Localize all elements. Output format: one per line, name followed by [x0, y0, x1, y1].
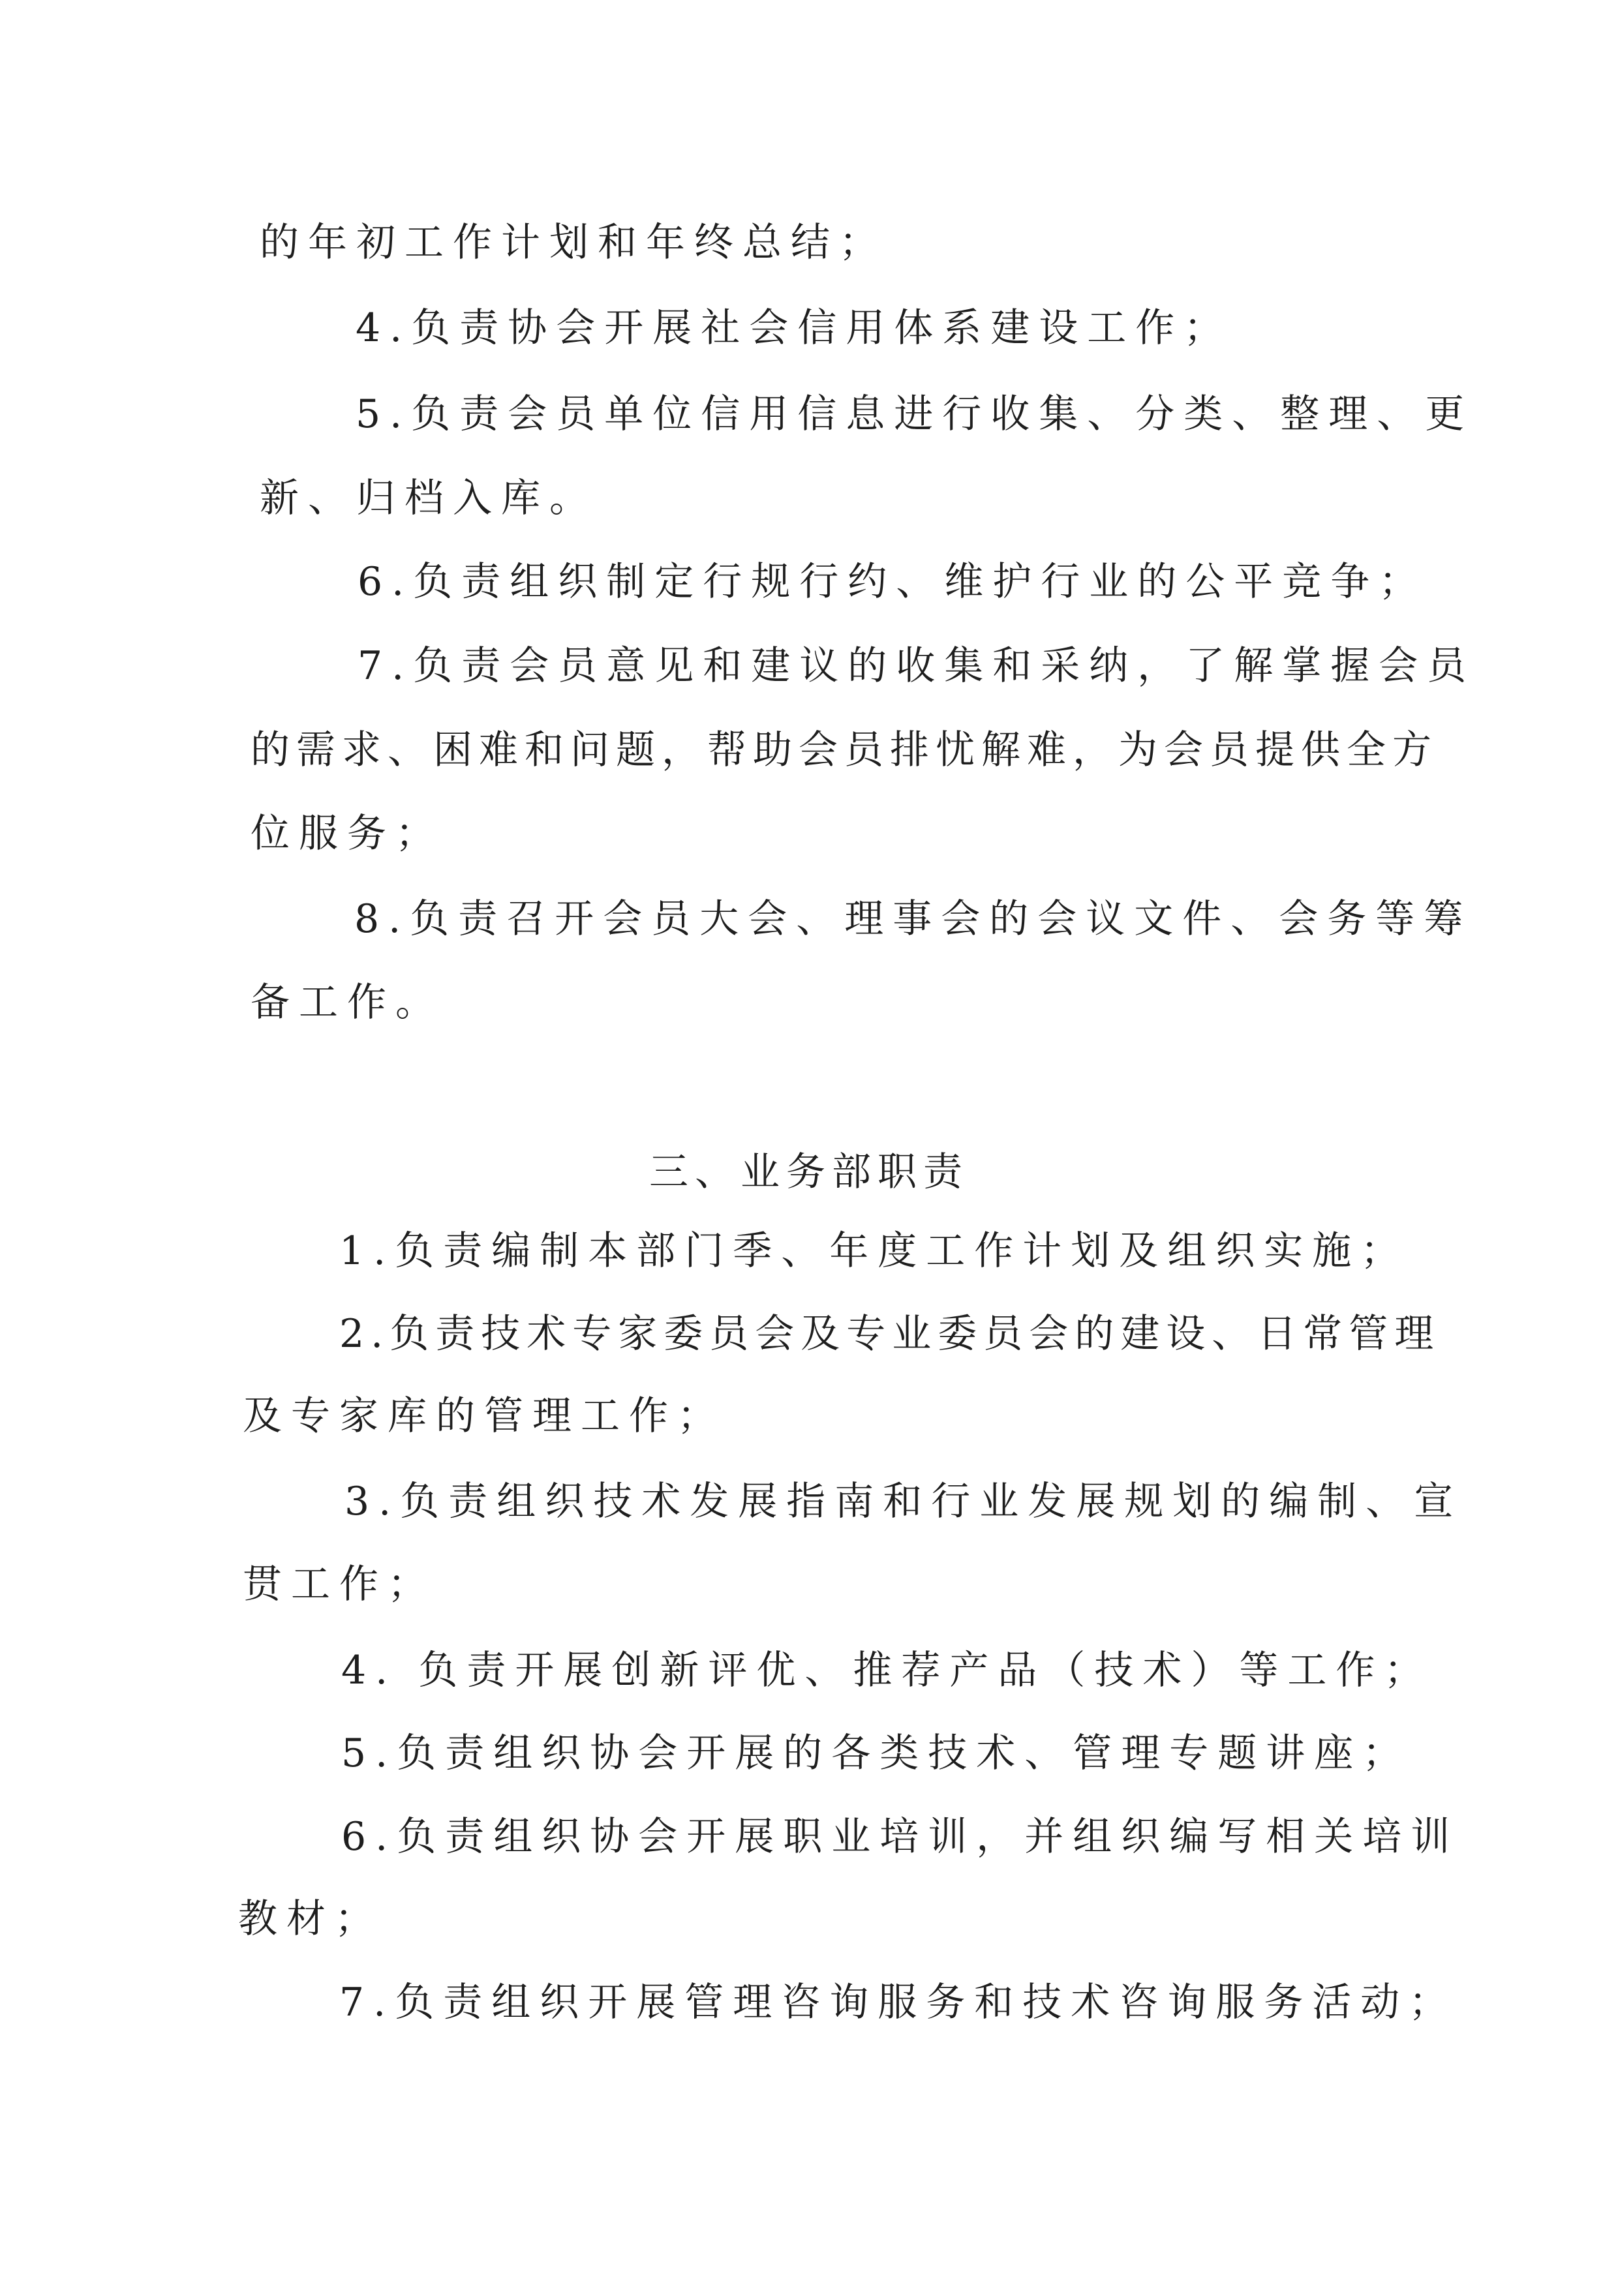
list-item: 3.负责组织技术发展指南和行业发展规划的编制、宣 [344, 1479, 1463, 1524]
list-item: 2.负责技术专家委员会及专业委员会的建设、日常管理 [339, 1311, 1441, 1357]
text-line: 的需求、困难和问题，帮助会员排忧解难，为会员提供全方 [251, 727, 1438, 773]
list-item: 7.负责会员意见和建议的收集和采纳，了解掌握会员 [358, 643, 1476, 689]
list-item: 4.负责协会开展社会信用体系建设工作； [356, 305, 1232, 351]
list-item: 5.负责组织协会开展的各类技术、管理专题讲座； [341, 1730, 1411, 1776]
text-line: 备工作。 [251, 980, 444, 1025]
text-line: 新、归档入库。 [260, 476, 598, 521]
list-item: 5.负责会员单位信用信息进行收集、分类、整理、更 [356, 391, 1474, 437]
list-item: 6.负责组织协会开展职业培训，并组织编写相关培训 [341, 1814, 1459, 1860]
list-item: 6.负责组织制定行规行约、维护行业的公平竞争； [358, 559, 1427, 605]
text-line: 位服务； [251, 811, 444, 856]
list-item: 4. 负责开展创新评优、推荐产品（技术）等工作； [341, 1648, 1433, 1693]
section-heading: 三、业务部职责 [649, 1149, 969, 1195]
list-item: 1.负责编制本部门季、年度工作计划及组织实施； [339, 1228, 1409, 1274]
text-line: 教材； [238, 1896, 383, 1942]
list-item: 8.负责召开会员大会、理事会的会议文件、会务等筹 [354, 896, 1473, 942]
text-line: 贯工作； [243, 1562, 436, 1607]
text-line: 及专家库的管理工作； [243, 1393, 725, 1439]
list-item: 7.负责组织开展管理咨询服务和技术咨询服务活动； [339, 1980, 1458, 2025]
text-line: 的年初工作计划和年终总结； [260, 220, 887, 265]
